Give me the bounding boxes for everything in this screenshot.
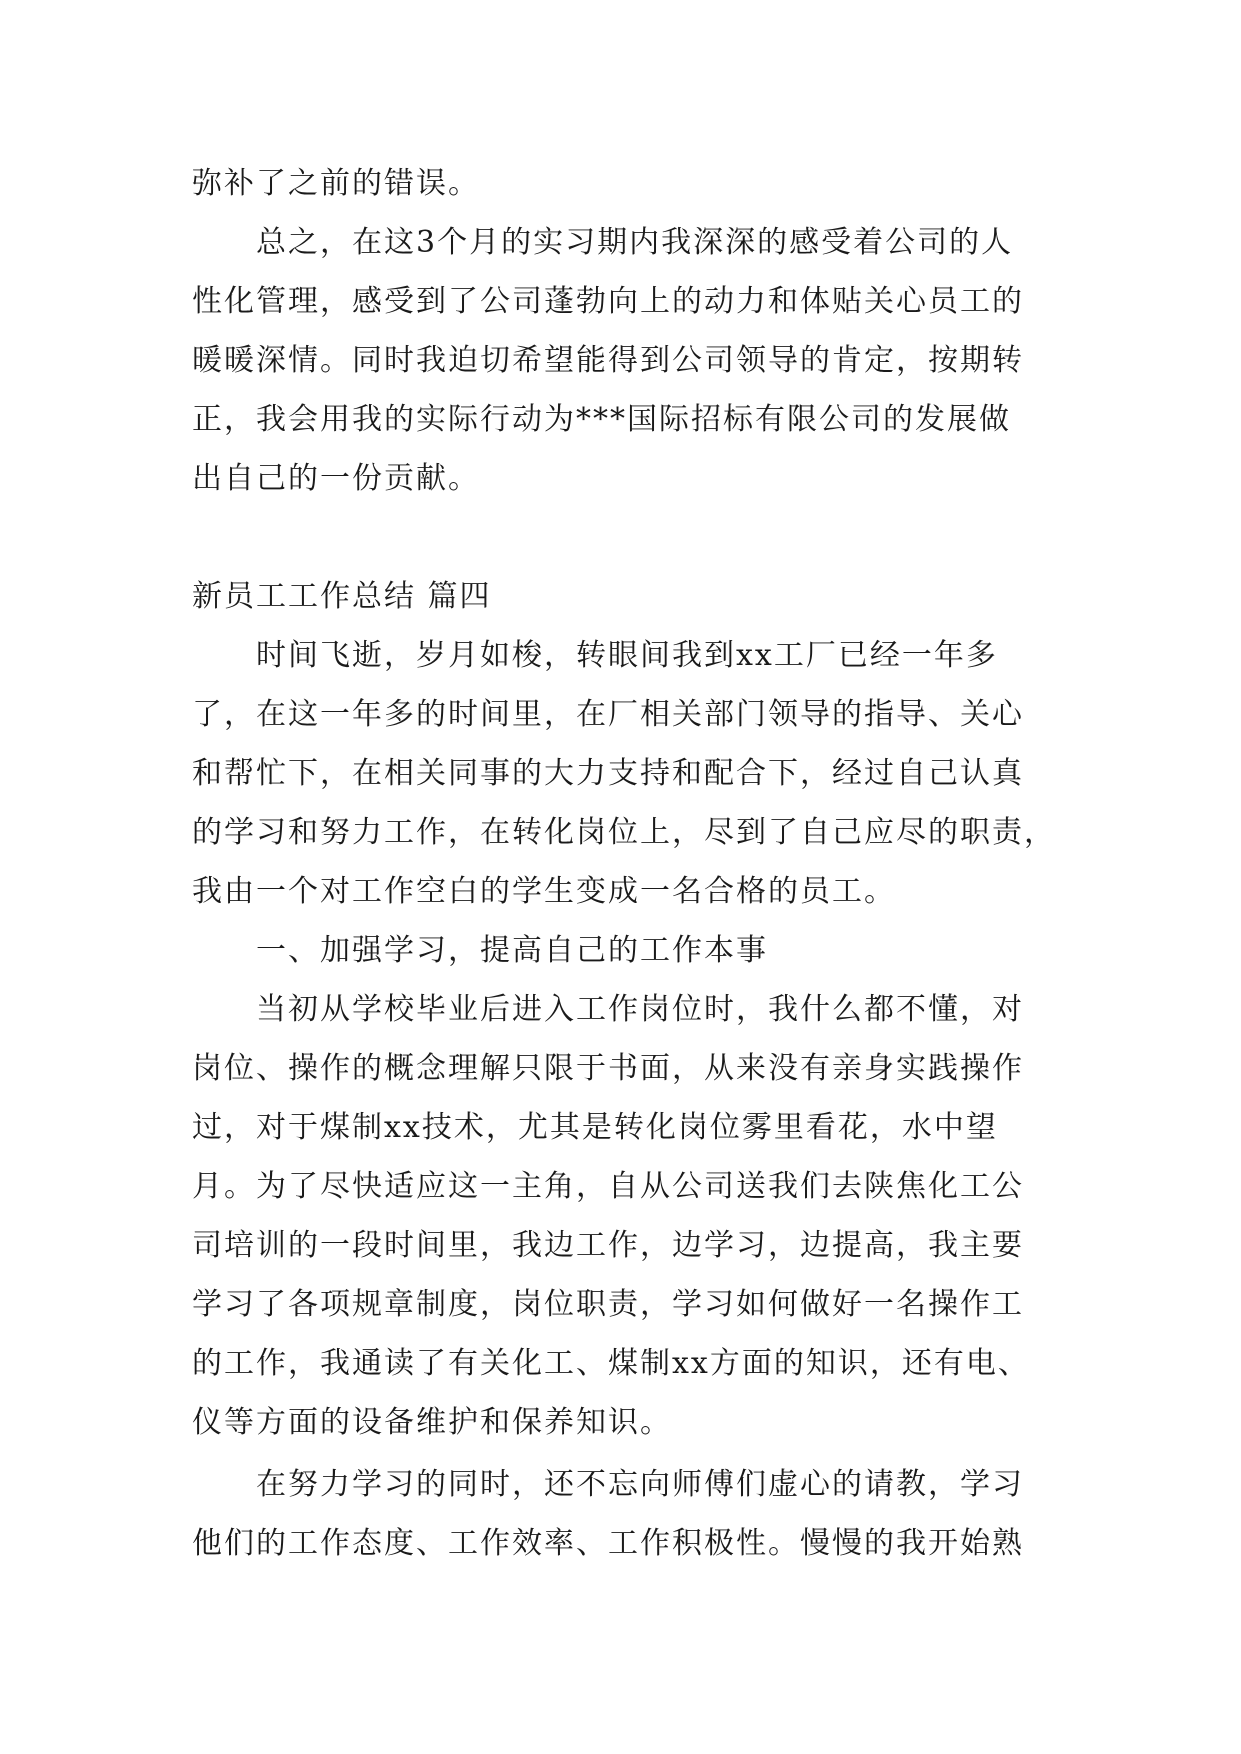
paragraph-line: 正，我会用我的实际行动为***国际招标有限公司的发展做 <box>192 402 1011 437</box>
paragraph-line: 他们的工作态度、工作效率、工作积极性。慢慢的我开始熟 <box>192 1526 1024 1561</box>
section-heading: 新员工工作总结 篇四 <box>192 579 492 614</box>
subheading: 一、加强学习，提高自己的工作本事 <box>256 933 768 968</box>
paragraph-line: 在努力学习的同时，还不忘向师傅们虚心的请教，学习 <box>256 1467 1024 1502</box>
paragraph-line: 暖暖深情。同时我迫切希望能得到公司领导的肯定，按期转 <box>192 343 1024 378</box>
paragraph-line: 学习了各项规章制度，岗位职责，学习如何做好一名操作工 <box>192 1287 1024 1322</box>
paragraph-line: 性化管理，感受到了公司蓬勃向上的动力和体贴关心员工的 <box>192 284 1024 319</box>
paragraph-line: 的工作，我通读了有关化工、煤制xx方面的知识，还有电、 <box>192 1346 1030 1381</box>
paragraph-line: 岗位、操作的概念理解只限于书面，从来没有亲身实践操作 <box>192 1051 1024 1086</box>
paragraph-line: 司培训的一段时间里，我边工作，边学习，边提高，我主要 <box>192 1228 1024 1263</box>
paragraph-line: 出自己的一份贡献。 <box>192 461 480 496</box>
section-spacer <box>192 508 1052 567</box>
paragraph-line: 过，对于煤制xx技术，尤其是转化岗位雾里看花，水中望 <box>192 1110 998 1145</box>
paragraph-line: 月。为了尽快适应这一主角，自从公司送我们去陕焦化工公 <box>192 1169 1024 1204</box>
paragraph-line: 的学习和努力工作，在转化岗位上，尽到了自己应尽的职责， <box>192 815 1056 850</box>
paragraph-line: 弥补了之前的错误。 <box>192 166 480 201</box>
paragraph-line: 我由一个对工作空白的学生变成一名合格的员工。 <box>192 874 896 909</box>
paragraph-line: 了，在这一年多的时间里，在厂相关部门领导的指导、关心 <box>192 697 1024 732</box>
document-body <box>192 154 1056 1573</box>
paragraph-line: 总之，在这3个月的实习期内我深深的感受着公司的人 <box>256 225 1014 260</box>
paragraph-line: 当初从学校毕业后进入工作岗位时，我什么都不懂，对 <box>256 992 1024 1027</box>
paragraph-line: 和帮忙下，在相关同事的大力支持和配合下，经过自己认真 <box>192 756 1024 791</box>
paragraph-line: 仪等方面的设备维护和保养知识。 <box>192 1405 672 1440</box>
paragraph-line: 时间飞逝，岁月如梭，转眼间我到xx工厂已经一年多 <box>256 638 998 673</box>
